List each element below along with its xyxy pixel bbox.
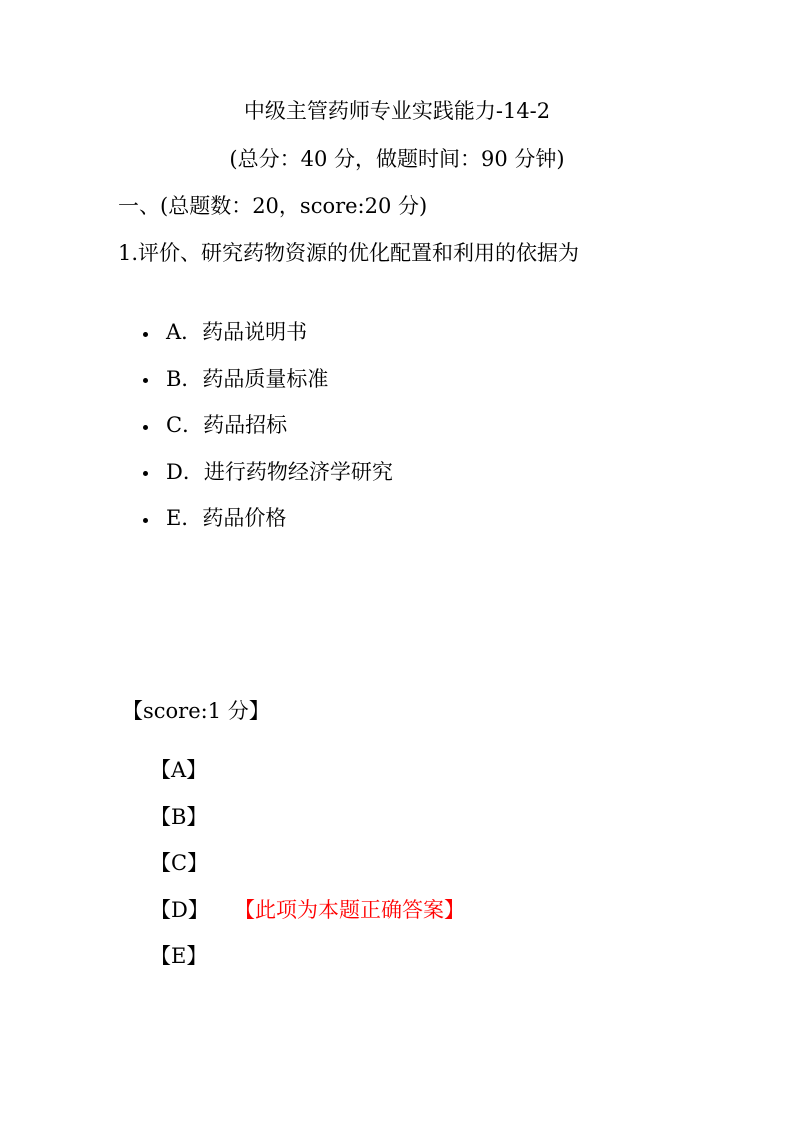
- option-label: C．药品招标: [166, 413, 288, 438]
- bullet-icon: [143, 518, 148, 523]
- exam-info: (总分：40 分，做题时间：90 分钟): [229, 147, 565, 171]
- answer-mark: 【C】: [150, 851, 209, 876]
- bullet-icon: [143, 425, 148, 430]
- answer-item-d: [150, 886, 465, 933]
- option-list: [143, 308, 393, 541]
- option-label: E．药品价格: [166, 506, 287, 531]
- bullet-icon: [143, 378, 148, 383]
- answer-item-b: [150, 793, 465, 840]
- answer-mark: 【E】: [150, 944, 208, 969]
- option-label: A．药品说明书: [166, 320, 308, 345]
- question-text: 1.评价、研究药物资源的优化配置和利用的依据为: [118, 241, 580, 265]
- section-header: 一、(总题数：20，score:20 分): [118, 194, 428, 218]
- option-item-d: [143, 448, 393, 495]
- answer-item-e: [150, 932, 465, 979]
- option-item-b: [143, 355, 393, 402]
- answer-mark: 【D】: [150, 897, 209, 922]
- score-line: 【score:1 分】: [122, 699, 270, 723]
- answer-list: [150, 746, 465, 979]
- answer-mark: 【B】: [150, 804, 208, 829]
- answer-mark: 【A】: [150, 758, 208, 783]
- option-item-e: [143, 494, 393, 541]
- bullet-icon: [143, 471, 148, 476]
- option-item-a: [143, 308, 393, 355]
- bullet-icon: [143, 332, 148, 337]
- answer-item-a: [150, 746, 465, 793]
- option-label: D．进行药物经济学研究: [166, 459, 393, 484]
- option-item-c: [143, 401, 393, 448]
- answer-item-c: [150, 839, 465, 886]
- correct-answer-note: 【此项为本题正确答案】: [234, 897, 465, 922]
- page-title: 中级主管药师专业实践能力-14-2: [243, 99, 551, 123]
- option-label: B．药品质量标准: [166, 366, 329, 391]
